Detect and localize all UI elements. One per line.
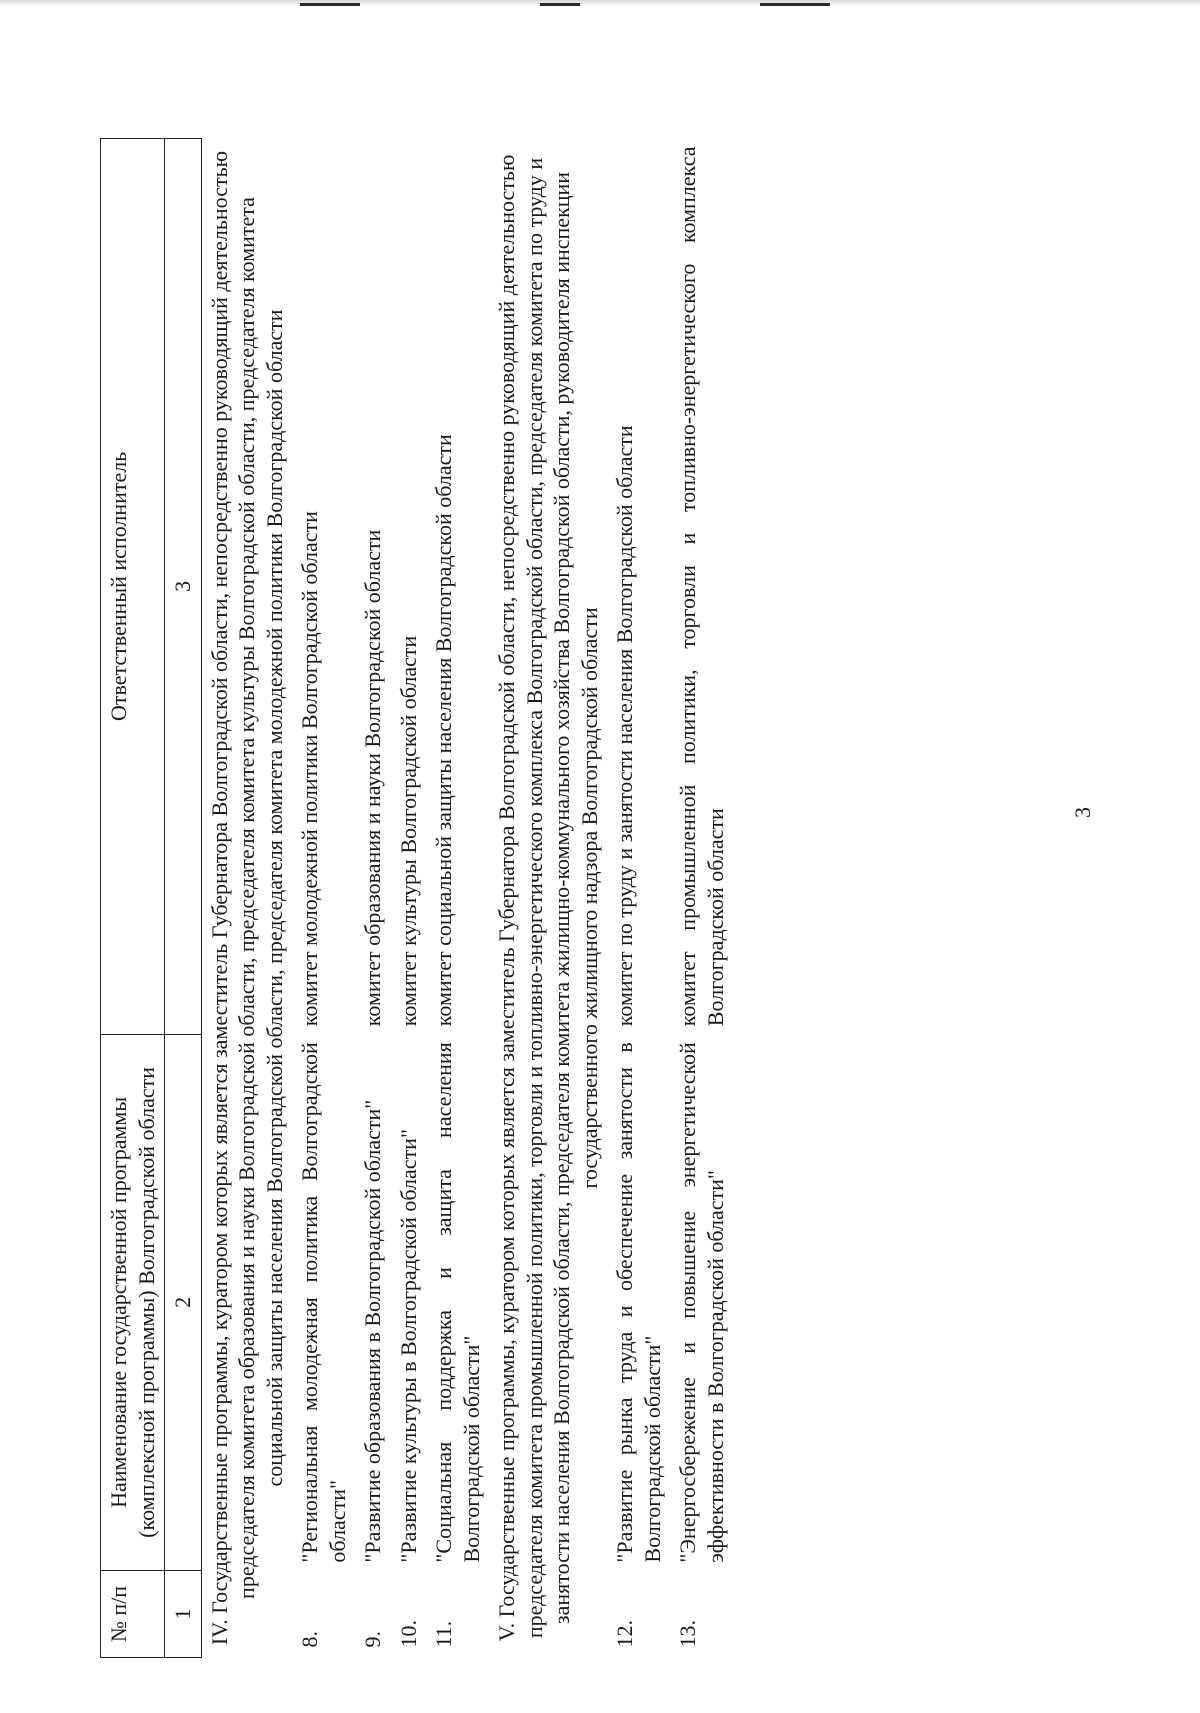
table-row [355,139,391,1658]
table-row [292,139,355,1658]
program-name: "Энергосбережение и повышение энергетической эффективности в Волгоградской области" [675,1042,728,1563]
header-number: № п/п [101,1571,165,1658]
responsible-executor: комитет социальной защиты населения Волгоградской области [431,434,456,1027]
page-number: 3 [1070,807,1095,818]
section-text: V. Государственные программы, куратором которых является заместитель Губернатора Волгоградской области, непосредственно руководящий деятельностью председателя комитета промышленной политики, торговли и топливно-энергетического комплекса Волгоградской области, председателя комитета по труду и занятости населения Волгоградской области, председателя комитета жилищно-коммунального хозяйства Волгоградской области, руководителя инспекции государственного жилищного надзора Волгоградской области [494,154,602,1642]
header-program-name: Наименование государственной программы (комплексной программы) Волгоградской области [101,1034,165,1570]
responsible-executor: комитет по труду и занятости населения Волгоградской области [612,425,637,1027]
program-name: "Развитие образования в Волгоградской области" [360,1099,385,1563]
column-number: 3 [165,139,202,1035]
header-responsible: Ответственный исполнитель [101,139,165,1035]
column-number: 2 [165,1034,202,1570]
column-number: 1 [165,1571,202,1658]
responsible-executor: комитет образования и науки Волгоградской области [360,529,385,1027]
row-number: 11. [431,1620,456,1648]
responsible-executor: комитет молодежной политики Волгоградской области [297,511,322,1027]
program-name: "Развитие культуры в Волгоградской области" [395,1129,421,1563]
section-heading-iv [201,139,292,1658]
responsible-executor: комитет культуры Волгоградской области [395,635,421,1027]
table-row [670,139,733,1658]
table-row [391,139,427,1658]
row-number: 12. [612,1620,637,1648]
row-number: 10. [395,1620,421,1648]
program-name: "Региональная молодежная политика Волгоградской области" [297,1042,350,1563]
table-header [101,139,165,1658]
row-number: 9. [360,1631,385,1648]
program-name: "Социальная поддержка и защита населения Волгоградской области" [431,1042,484,1563]
column-numbers-row [165,139,202,1658]
section-text: IV. Государственные программы, куратором которых является заместитель Губернатора Волгоградской области, непосредственно руководящий деятельностью председателя комитета образования и науки Волгоградской области, председателя комитета культуры Волгоградской области, председателя комитета социальной защиты населения Волгоградской области, председателя комитета молодежной политики Волгоградской области [206,150,287,1646]
program-name: "Развитие рынка труда и обеспечение занятости в Волгоградской области" [612,1042,665,1563]
responsible-executor: комитет промышленной политики, торговли и топливно-энергетического комплекса Волгоградской области [675,146,728,1027]
programs-table [100,138,733,1658]
row-number: 8. [297,1631,322,1648]
table-row [426,139,489,1658]
table-row [607,139,670,1658]
section-heading-v [489,139,607,1658]
row-number: 13. [675,1620,700,1648]
